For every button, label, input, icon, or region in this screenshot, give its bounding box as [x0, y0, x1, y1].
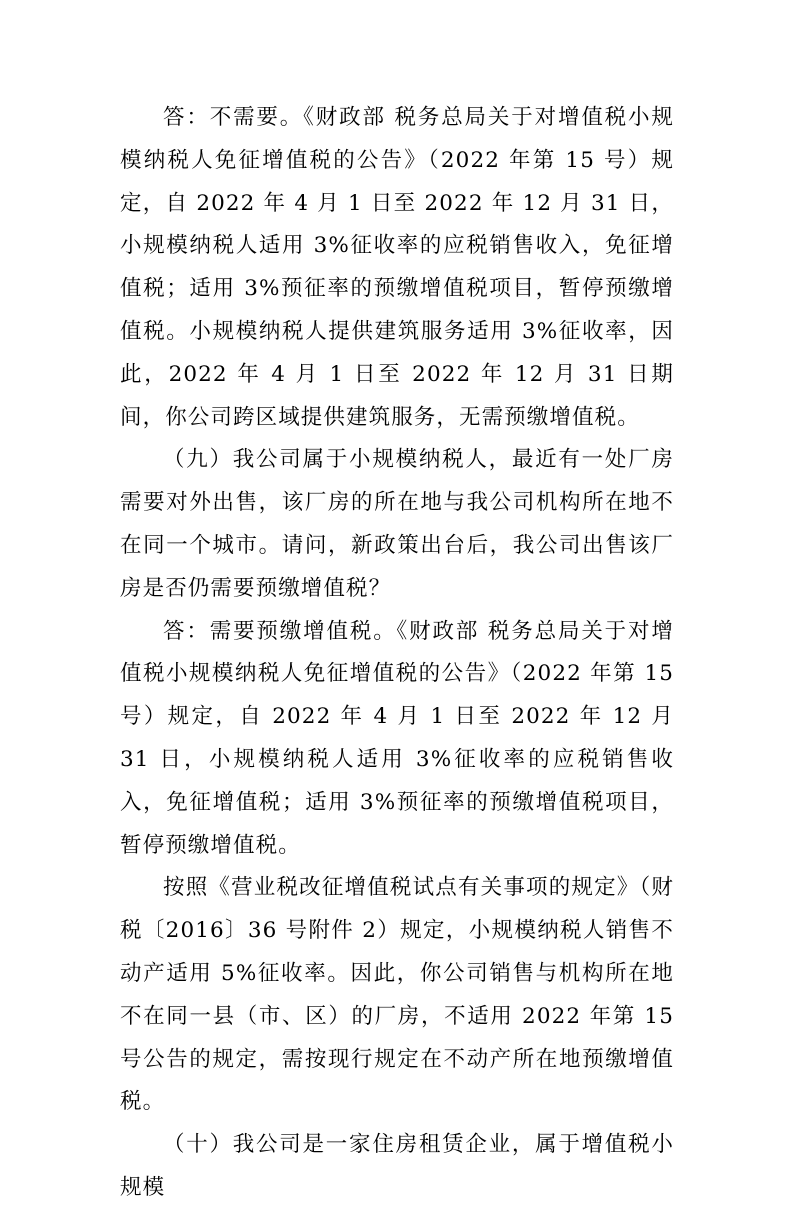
document-page: [120, 97, 674, 1210]
answer-paragraph-9-part2: 按照《营业税改征增值税试点有关事项的规定》（财税〔2016〕36 号附件 2）规定，小规模纳税人销售不动产适用 5%征收率。因此，你公司销售与机构所在地不在同一县（市、区）的厂房，不适用 2022 年第 15 号公告的规定，需按现行规定在不动产所在地预缴增值税。: [120, 875, 674, 1115]
answer-paragraph-9-part1: 答：需要预缴增值税。《财政部 税务总局关于对增值税小规模纳税人免征增值税的公告》（2022 年第 15 号）规定，自 2022 年 4 月 1 日至 2022 年 12 月 31 日，小规模纳税人适用 3%征收率的应税销售收入，免征增值税；适用 3%预征率的预缴增值税项目，暂停预缴增值税。: [120, 618, 674, 858]
answer-paragraph-8: 答：不需要。《财政部 税务总局关于对增值税小规模纳税人免征增值税的公告》（2022 年第 15 号）规定，自 2022 年 4 月 1 日至 2022 年 12 月 31 日，小规模纳税人适用 3%征收率的应税销售收入，免征增值税；适用 3%预征率的预缴增值税项目，暂停预缴增值税。小规模纳税人提供建筑服务适用 3%征收率，因此，2022 年 4 月 1 日至 2022 年 12 月 31 日期间，你公司跨区域提供建筑服务，无需预缴增值税。: [120, 105, 674, 430]
question-paragraph-9: （九）我公司属于小规模纳税人，最近有一处厂房需要对外出售，该厂房的所在地与我公司机构所在地不在同一个城市。请问，新政策出台后，我公司出售该厂房是否仍需要预缴增值税？: [120, 447, 674, 601]
question-paragraph-10: （十）我公司是一家住房租赁企业，属于增值税小规模: [120, 1132, 674, 1200]
